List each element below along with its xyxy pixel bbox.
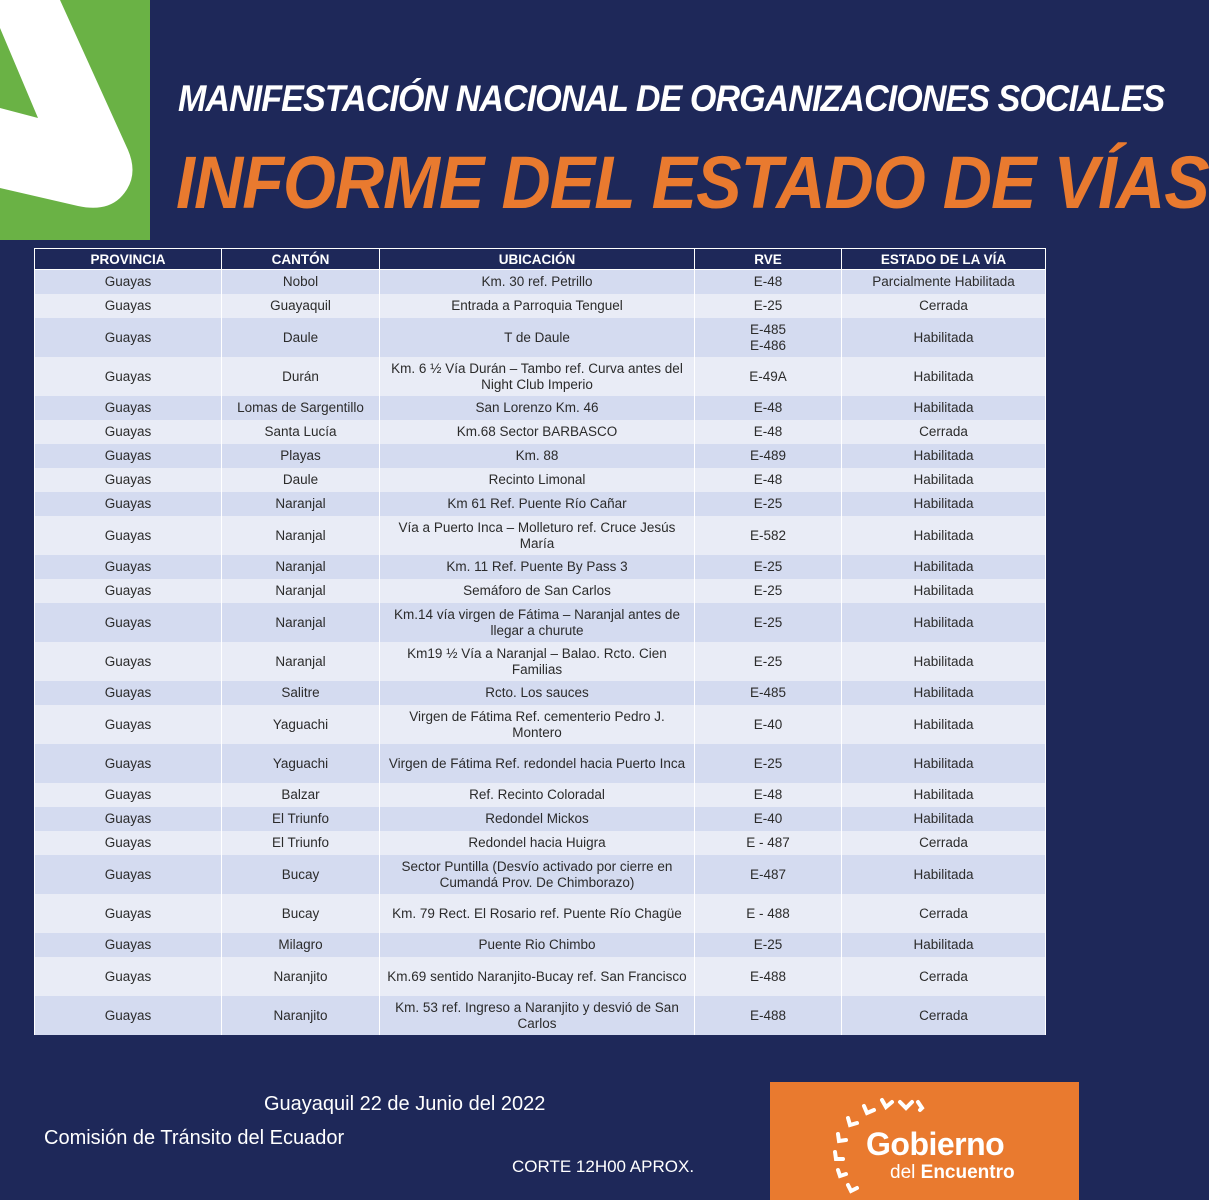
table-row (35, 783, 1046, 807)
cell-canton: Daule (222, 318, 380, 357)
cell-estado: Cerrada (842, 294, 1046, 318)
cell-ubicacion: Km. 6 ½ Vía Durán – Tambo ref. Curva antes del Night Club Imperio (380, 357, 695, 396)
cell-provincia: Guayas (35, 894, 222, 933)
cell-rve: E-48 (695, 396, 842, 420)
cell-ubicacion: Km. 79 Rect. El Rosario ref. Puente Río Chagüe (380, 894, 695, 933)
cell-provincia: Guayas (35, 555, 222, 579)
cell-ubicacion: Km 61 Ref. Puente Río Cañar (380, 492, 695, 516)
cell-estado: Habilitada (842, 681, 1046, 705)
cell-provincia: Guayas (35, 603, 222, 642)
table-row (35, 642, 1046, 681)
cell-ubicacion: Virgen de Fátima Ref. cementerio Pedro J. Montero (380, 705, 695, 744)
cell-canton: Naranjal (222, 603, 380, 642)
cell-ubicacion: Km. 53 ref. Ingreso a Naranjito y desvió de San Carlos (380, 996, 695, 1035)
cell-provincia: Guayas (35, 516, 222, 555)
cell-rve: E-25 (695, 294, 842, 318)
cell-estado: Habilitada (842, 807, 1046, 831)
cell-rve: E-48 (695, 270, 842, 295)
cell-rve: E-40 (695, 705, 842, 744)
cell-ubicacion: San Lorenzo Km. 46 (380, 396, 695, 420)
cell-canton: Daule (222, 468, 380, 492)
cell-estado: Cerrada (842, 957, 1046, 996)
table-row (35, 855, 1046, 894)
cell-ubicacion: Sector Puntilla (Desvío activado por cierre en Cumandá Prov. De Chimborazo) (380, 855, 695, 894)
cell-canton: Bucay (222, 855, 380, 894)
cell-estado: Habilitada (842, 855, 1046, 894)
cell-ubicacion: Semáforo de San Carlos (380, 579, 695, 603)
cell-rve: E-25 (695, 492, 842, 516)
table-row (35, 318, 1046, 357)
column-header-estado: ESTADO DE LA VÍA (842, 249, 1046, 270)
cell-rve: E-25 (695, 744, 842, 783)
cell-ubicacion: Km.68 Sector BARBASCO (380, 420, 695, 444)
brand-tagline-main: Encuentro (920, 1162, 1015, 1183)
cell-canton: El Triunfo (222, 831, 380, 855)
cell-provincia: Guayas (35, 807, 222, 831)
cell-canton: El Triunfo (222, 807, 380, 831)
cell-estado: Habilitada (842, 318, 1046, 357)
cell-ubicacion: Entrada a Parroquia Tenguel (380, 294, 695, 318)
cell-canton: Lomas de Sargentillo (222, 396, 380, 420)
cell-rve: E-485 E-486 (695, 318, 842, 357)
cell-rve: E-488 (695, 996, 842, 1035)
column-header-provincia: PROVINCIA (35, 249, 222, 270)
cell-rve: E-582 (695, 516, 842, 555)
table-row (35, 468, 1046, 492)
cell-canton: Yaguachi (222, 705, 380, 744)
cell-rve: E-25 (695, 642, 842, 681)
cell-estado: Habilitada (842, 555, 1046, 579)
cell-provincia: Guayas (35, 783, 222, 807)
government-brand-panel (770, 1082, 1079, 1200)
table-row (35, 516, 1046, 555)
cell-ubicacion: Redondel hacia Huigra (380, 831, 695, 855)
cell-rve: E-485 (695, 681, 842, 705)
cell-rve: E - 488 (695, 894, 842, 933)
cell-provincia: Guayas (35, 396, 222, 420)
brand-tagline-prefix: del (890, 1162, 916, 1183)
cell-provincia: Guayas (35, 996, 222, 1035)
cell-canton: Durán (222, 357, 380, 396)
cell-provincia: Guayas (35, 705, 222, 744)
cell-provincia: Guayas (35, 294, 222, 318)
cell-canton: Yaguachi (222, 744, 380, 783)
cell-ubicacion: Redondel Mickos (380, 807, 695, 831)
cell-canton: Bucay (222, 894, 380, 933)
table-row (35, 270, 1046, 295)
cell-rve: E-49A (695, 357, 842, 396)
cell-provincia: Guayas (35, 642, 222, 681)
cell-canton: Naranjal (222, 555, 380, 579)
cell-canton: Santa Lucía (222, 420, 380, 444)
report-date: Guayaquil 22 de Junio del 2022 (264, 1093, 546, 1115)
cell-canton: Milagro (222, 933, 380, 957)
table-header-row (35, 249, 1046, 270)
cell-ubicacion: Km. 88 (380, 444, 695, 468)
cell-rve: E-40 (695, 807, 842, 831)
brand-tagline (890, 1162, 1015, 1184)
cell-rve: E-489 (695, 444, 842, 468)
cell-rve: E-25 (695, 933, 842, 957)
cell-estado: Habilitada (842, 933, 1046, 957)
table-row (35, 420, 1046, 444)
brand-logo-mark (0, 0, 150, 240)
cell-canton: Guayaquil (222, 294, 380, 318)
cell-provincia: Guayas (35, 420, 222, 444)
table-row (35, 831, 1046, 855)
cell-ubicacion: Km. 11 Ref. Puente By Pass 3 (380, 555, 695, 579)
cell-provincia: Guayas (35, 933, 222, 957)
column-header-canton: CANTÓN (222, 249, 380, 270)
cell-rve: E-48 (695, 420, 842, 444)
cell-ubicacion: Km.69 sentido Naranjito-Bucay ref. San Francisco (380, 957, 695, 996)
cell-rve: E - 487 (695, 831, 842, 855)
report-supertitle: MANIFESTACIÓN NACIONAL DE ORGANIZACIONES SOCIALES (178, 78, 1165, 119)
cell-canton: Naranjal (222, 579, 380, 603)
cell-rve: E-487 (695, 855, 842, 894)
cell-provincia: Guayas (35, 579, 222, 603)
cell-estado: Cerrada (842, 996, 1046, 1035)
table-row (35, 894, 1046, 933)
cell-provincia: Guayas (35, 357, 222, 396)
table-row (35, 744, 1046, 783)
road-status-table (34, 248, 1046, 1035)
cell-rve: E-48 (695, 783, 842, 807)
cell-canton: Naranjal (222, 642, 380, 681)
cell-provincia: Guayas (35, 468, 222, 492)
table-row (35, 492, 1046, 516)
cell-rve: E-488 (695, 957, 842, 996)
cell-ubicacion: Ref. Recinto Coloradal (380, 783, 695, 807)
cell-provincia: Guayas (35, 681, 222, 705)
cell-provincia: Guayas (35, 318, 222, 357)
cell-estado: Parcialmente Habilitada (842, 270, 1046, 295)
cell-estado: Habilitada (842, 783, 1046, 807)
table-row (35, 294, 1046, 318)
cutoff-time: CORTE 12H00 APROX. (512, 1157, 695, 1176)
cell-estado: Habilitada (842, 642, 1046, 681)
table-row (35, 603, 1046, 642)
brand-name: Gobierno (866, 1126, 1005, 1162)
cell-ubicacion: T de Daule (380, 318, 695, 357)
table-row (35, 444, 1046, 468)
table-row (35, 396, 1046, 420)
cell-rve: E-25 (695, 603, 842, 642)
cell-estado: Habilitada (842, 705, 1046, 744)
table-row (35, 996, 1046, 1035)
cell-provincia: Guayas (35, 957, 222, 996)
cell-ubicacion: Vía a Puerto Inca – Molleturo ref. Cruce Jesús María (380, 516, 695, 555)
cell-estado: Habilitada (842, 444, 1046, 468)
cell-rve: E-25 (695, 555, 842, 579)
cell-canton: Balzar (222, 783, 380, 807)
cell-provincia: Guayas (35, 831, 222, 855)
cell-provincia: Guayas (35, 492, 222, 516)
cell-rve: E-48 (695, 468, 842, 492)
cell-estado: Habilitada (842, 492, 1046, 516)
cell-ubicacion: Km.14 vía virgen de Fátima – Naranjal antes de llegar a churute (380, 603, 695, 642)
cell-rve: E-25 (695, 579, 842, 603)
cell-estado: Habilitada (842, 357, 1046, 396)
cell-ubicacion: Puente Rio Chimbo (380, 933, 695, 957)
cell-estado: Habilitada (842, 468, 1046, 492)
cell-provincia: Guayas (35, 444, 222, 468)
cell-estado: Habilitada (842, 744, 1046, 783)
table-row (35, 957, 1046, 996)
cell-estado: Cerrada (842, 894, 1046, 933)
cell-ubicacion: Km19 ½ Vía a Naranjal – Balao. Rcto. Cien Familias (380, 642, 695, 681)
cell-provincia: Guayas (35, 744, 222, 783)
table-row (35, 705, 1046, 744)
column-header-rve: RVE (695, 249, 842, 270)
cell-canton: Naranjal (222, 492, 380, 516)
cell-estado: Habilitada (842, 516, 1046, 555)
cell-canton: Naranjito (222, 996, 380, 1035)
brand-arrow-icon (0, 0, 150, 240)
cell-provincia: Guayas (35, 855, 222, 894)
cell-ubicacion: Recinto Limonal (380, 468, 695, 492)
table-row (35, 555, 1046, 579)
cell-ubicacion: Km. 30 ref. Petrillo (380, 270, 695, 295)
table-row (35, 357, 1046, 396)
table-row (35, 579, 1046, 603)
cell-provincia: Guayas (35, 270, 222, 295)
column-header-ubicacion: UBICACIÓN (380, 249, 695, 270)
cell-canton: Playas (222, 444, 380, 468)
cell-canton: Nobol (222, 270, 380, 295)
cell-ubicacion: Rcto. Los sauces (380, 681, 695, 705)
cell-canton: Salitre (222, 681, 380, 705)
cell-estado: Habilitada (842, 603, 1046, 642)
table-row (35, 807, 1046, 831)
report-title: INFORME DEL ESTADO DE VÍAS (176, 141, 1209, 224)
cell-estado: Cerrada (842, 420, 1046, 444)
cell-estado: Cerrada (842, 831, 1046, 855)
issuing-organization: Comisión de Tránsito del Ecuador (44, 1127, 345, 1149)
cell-estado: Habilitada (842, 579, 1046, 603)
table-row (35, 933, 1046, 957)
cell-canton: Naranjito (222, 957, 380, 996)
cell-ubicacion: Virgen de Fátima Ref. redondel hacia Puerto Inca (380, 744, 695, 783)
cell-canton: Naranjal (222, 516, 380, 555)
table-row (35, 681, 1046, 705)
cell-estado: Habilitada (842, 396, 1046, 420)
